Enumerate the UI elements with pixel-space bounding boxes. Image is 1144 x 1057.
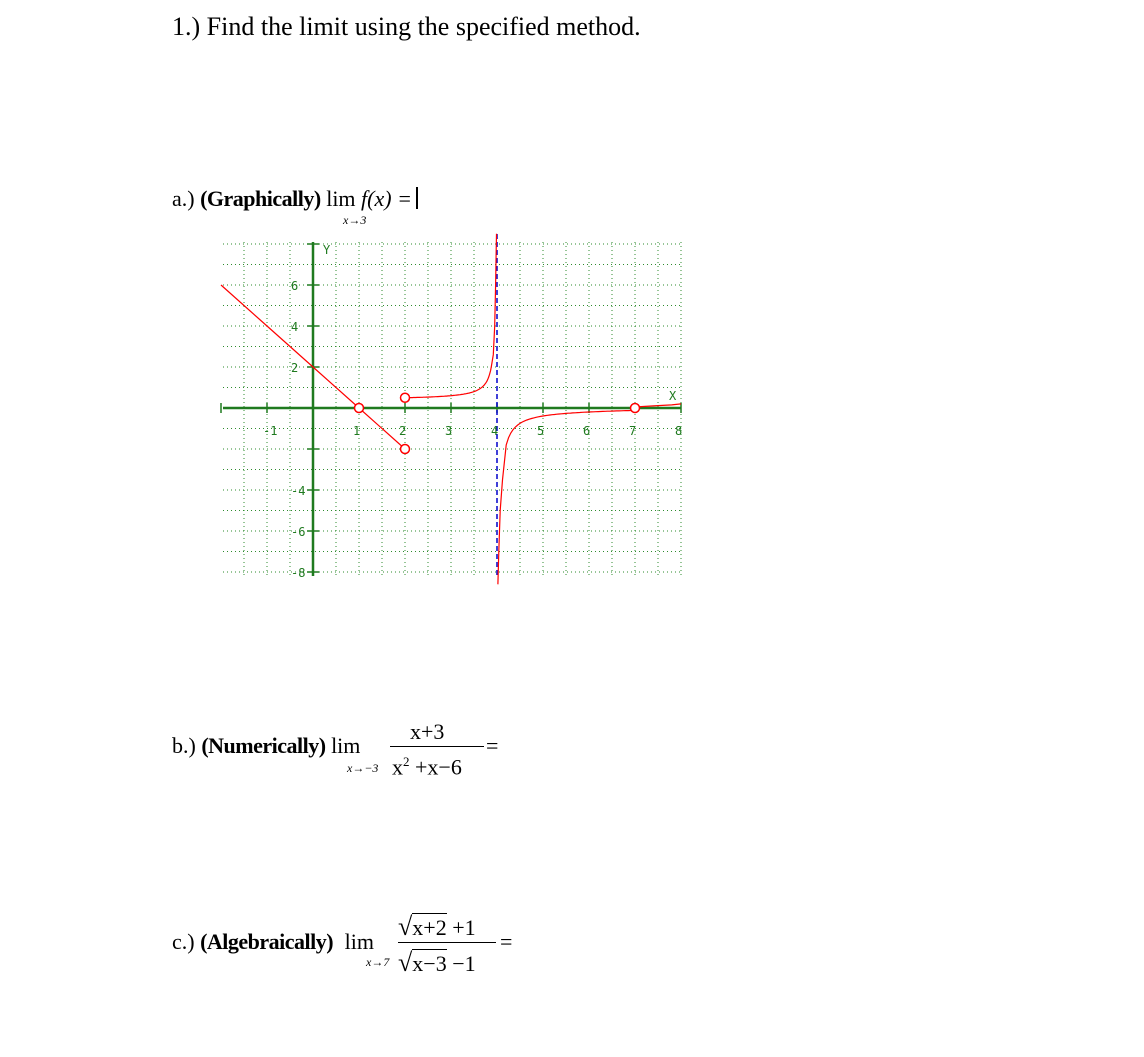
x-tick-label: 8 [675, 424, 683, 438]
part-c-fraction-bar [398, 942, 496, 943]
part-c-denominator [398, 948, 476, 978]
x-tick-label: 2 [399, 424, 407, 438]
sqrt-symbol: √ [398, 948, 413, 977]
y-tick-label: 4 [291, 320, 299, 334]
part-b-label: b.) [172, 733, 196, 758]
graph-tick-labels [263, 243, 682, 580]
y-tick-label: -4 [291, 484, 306, 498]
x-tick-label: 3 [445, 424, 453, 438]
part-b-approach: x→−3 [347, 761, 379, 775]
open-point [401, 445, 410, 454]
y-axis-label: Y [323, 243, 331, 257]
function-graph [215, 228, 690, 593]
part-b-denominator-rest: +x−6 [415, 754, 462, 780]
part-b-prompt [172, 733, 360, 759]
part-b-method: (Numerically) [201, 733, 326, 758]
part-a-lim: lim [326, 186, 356, 211]
y-tick-label: 6 [291, 279, 299, 293]
part-c-denominator-radicand: x−3 [412, 951, 447, 976]
part-a-prompt [172, 186, 418, 212]
part-b-fraction-bar [390, 746, 484, 747]
part-b-lim: lim [331, 733, 361, 758]
open-point [631, 404, 640, 413]
text-cursor [416, 187, 418, 209]
part-b-denominator-exponent: 2 [403, 754, 410, 769]
part-a-label: a.) [172, 186, 195, 211]
x-tick-label: -1 [263, 424, 278, 438]
part-a-method: (Graphically) [200, 186, 321, 211]
sqrt-symbol: √ [398, 912, 413, 941]
part-c-method: (Algebraically) [200, 929, 334, 954]
part-c-equals: = [500, 929, 513, 954]
y-tick-label: -8 [291, 566, 306, 580]
x-tick-label: 4 [491, 424, 499, 438]
open-point [355, 404, 364, 413]
x-tick-label: 5 [537, 424, 545, 438]
part-b-equals: = [486, 733, 499, 758]
part-c-approach: x→7 [366, 955, 390, 969]
y-tick-label: -6 [291, 525, 306, 539]
part-a-approach: x→3 [343, 213, 367, 227]
part-b-denominator [392, 754, 462, 780]
part-b-numerator: x+3 [410, 719, 445, 744]
x-tick-label: 7 [629, 424, 637, 438]
part-a-expression: f(x) = [361, 186, 412, 211]
part-c-lim: lim [344, 929, 374, 954]
part-c-numerator [398, 912, 476, 942]
part-c-denominator-rest: −1 [452, 951, 476, 976]
problem-title: 1.) Find the limit using the specified method. [172, 12, 641, 41]
x-tick-label: 1 [353, 424, 361, 438]
part-b-denominator-base: x [392, 754, 403, 780]
part-c-numerator-rest: +1 [452, 915, 476, 940]
x-tick-label: 6 [583, 424, 591, 438]
part-c-prompt [172, 929, 374, 955]
x-axis-label: X [669, 389, 677, 403]
y-tick-label: 2 [291, 361, 299, 375]
open-point [401, 393, 410, 402]
part-c-label: c.) [172, 929, 195, 954]
part-c-numerator-radicand: x+2 [412, 915, 447, 940]
